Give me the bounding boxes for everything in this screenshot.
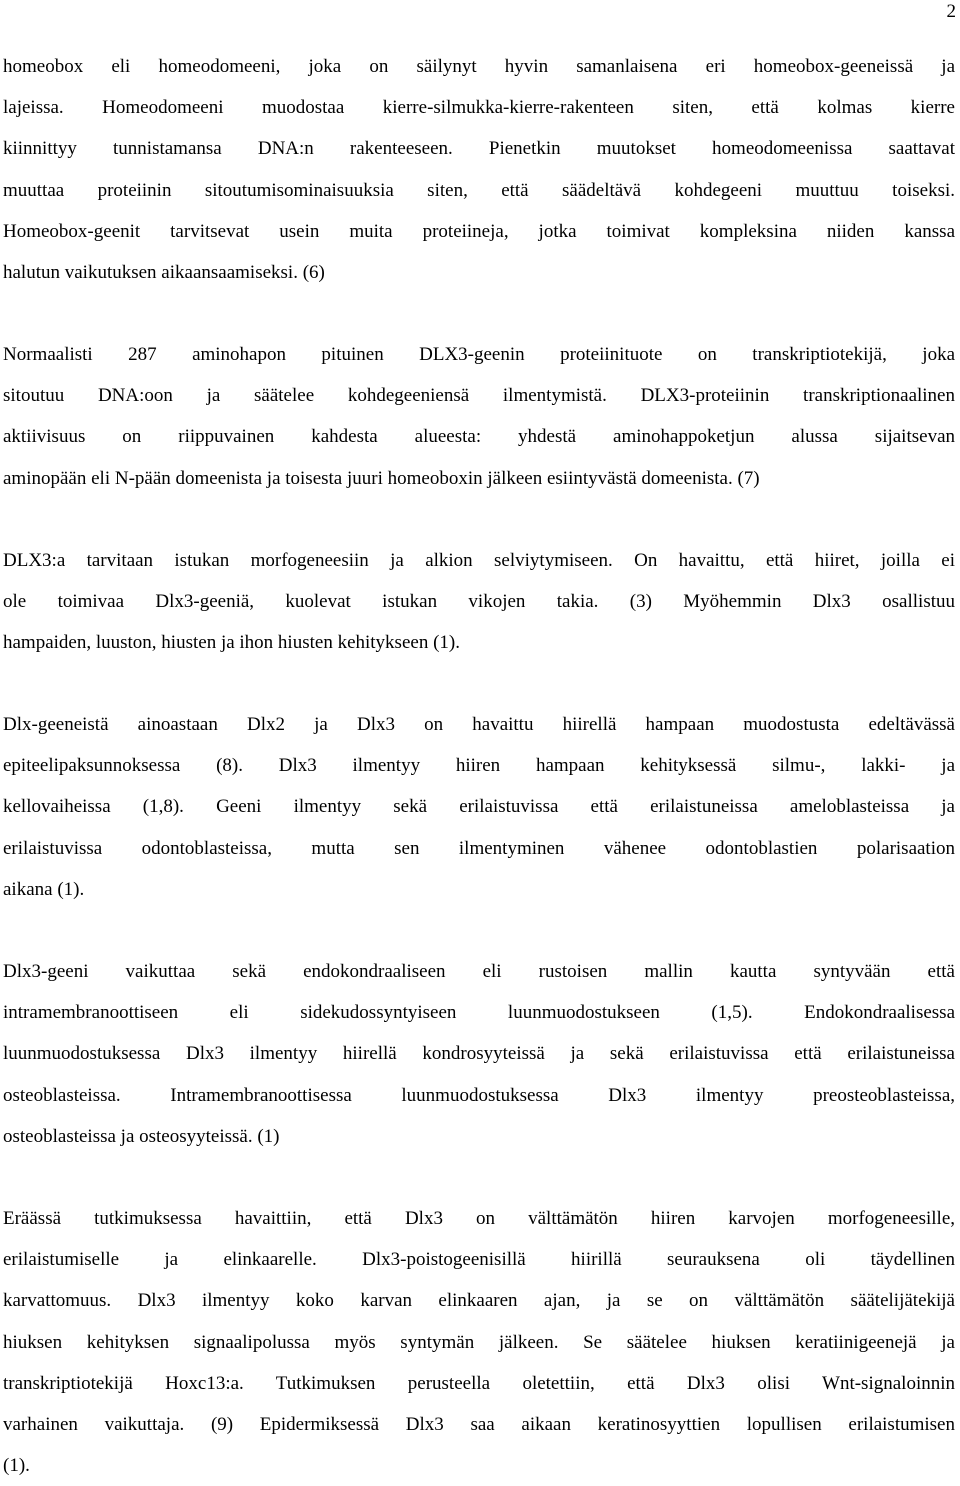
text-line: epiteelipaksunnoksessa (8). Dlx3 ilmentyy hiiren hampaan kehityksessä silmu-, lakki- ja: [3, 755, 955, 777]
text-line: Dlx3-geeni vaikuttaa sekä endokondraaliseen eli rustoisen mallin kautta syntyvään että: [3, 961, 955, 982]
text-line: hampaiden, luuston, hiusten ja ihon hiusten kehitykseen (1).: [3, 632, 460, 654]
text-line: intramembranoottiseen eli sidekudossyntyiseen luunmuodostukseen (1,5). Endokondraalisessa: [3, 1002, 955, 1024]
text-line: erilaistumiselle ja elinkaarelle. Dlx3-poistogeenisillä hiirillä seurauksena oli täydellinen: [3, 1249, 955, 1271]
text-line: Eräässä tutkimuksessa havaittiin, että Dlx3 on välttämätön hiiren karvojen morfogeneesille,: [3, 1208, 955, 1229]
paragraph-bone: [3, 951, 955, 1157]
text-line: aktiivisuus on riippuvainen kahdesta alueesta: yhdestä aminohappoketjun alussa sijaitsevan: [3, 426, 955, 448]
text-line: ole toimivaa Dlx3-geeniä, kuolevat istukan vikojen takia. (3) Myöhemmin Dlx3 osallistuu: [3, 591, 955, 613]
text-line: homeobox eli homeodomeeni, joka on säilynyt hyvin samanlaisena eri homeobox-geeneissä ja: [3, 56, 955, 77]
text-line: karvattomuus. Dlx3 ilmentyy koko karvan elinkaaren ajan, ja se on välttämätön säätelijätekijä: [3, 1290, 955, 1312]
text-line: Normaalisti 287 aminohapon pituinen DLX3-geenin proteiinituote on transkriptiotekijä, joka: [3, 344, 955, 365]
paragraph-teeth: [3, 704, 955, 910]
text-line: kiinnittyy tunnistamansa DNA:n rakenteeseen. Pienetkin muutokset homeodomeenissa saattavat: [3, 138, 955, 160]
text-line: muuttaa proteiinin sitoutumisominaisuuksia siten, että säädeltävä kohdegeeni muuttuu toiseksi.: [3, 179, 955, 201]
text-line: osteoblasteissa ja osteosyyteissä. (1): [3, 1125, 280, 1147]
text-line: halutun vaikutuksen aikaansaamiseksi. (6): [3, 262, 325, 284]
paragraph-homeobox: [3, 46, 955, 293]
text-line: osteoblasteissa. Intramembranoottisessa luunmuodostuksessa Dlx3 ilmentyy preosteoblasteissa,: [3, 1084, 955, 1106]
paragraph-placenta: [3, 540, 955, 664]
paragraph-dlx3-protein: [3, 334, 955, 499]
text-line: kellovaiheissa (1,8). Geeni ilmentyy sekä erilaistuvissa että erilaistuneissa ameloblasteissa ja: [3, 796, 955, 818]
text-line: aminopään eli N-pään domeenista ja toisesta juuri homeoboxin jälkeen esiintyvästä domeenista. (7): [3, 467, 760, 489]
text-line: sitoutuu DNA:oon ja säätelee kohdegeeniensä ilmentymistä. DLX3-proteiinin transkriptionaalinen: [3, 385, 955, 407]
text-line: aikana (1).: [3, 878, 85, 900]
text-line: Dlx-geeneistä ainoastaan Dlx2 ja Dlx3 on havaittu hiirellä hampaan muodostusta edeltävässä: [3, 714, 955, 735]
text-line: Homeobox-geenit tarvitsevat usein muita proteiineja, jotka toimivat kompleksina niiden kanssa: [3, 220, 955, 242]
text-line: DLX3:a tarvitaan istukan morfogeneesiin ja alkion selviytymiseen. On havaittu, että hiiret, joilla ei: [3, 550, 955, 571]
paragraph-hair: [3, 1198, 955, 1486]
text-line: transkriptiotekijä Hoxc13:a. Tutkimuksen perusteella oletettiin, että Dlx3 olisi Wnt-signaloinnin: [3, 1372, 955, 1394]
text-line: erilaistuvissa odontoblasteissa, mutta sen ilmentyminen vähenee odontoblastien polarisaation: [3, 837, 955, 859]
text-line: (1).: [3, 1455, 30, 1477]
text-line: luunmuodostuksessa Dlx3 ilmentyy hiirellä kondrosyyteissä ja sekä erilaistuvissa että erilaistuneissa: [3, 1043, 955, 1065]
page-number: 2: [946, 1, 956, 22]
text-line: lajeissa. Homeodomeeni muodostaa kierre-silmukka-kierre-rakenteen siten, että kolmas kierre: [3, 97, 955, 119]
text-line: varhainen vaikuttaja. (9) Epidermiksessä Dlx3 saa aikaan keratinosyyttien lopullisen erilaistumisen: [3, 1414, 955, 1436]
text-line: hiuksen kehityksen signaalipolussa myös syntymän jälkeen. Se säätelee hiuksen keratiinigeenejä ja: [3, 1331, 955, 1353]
